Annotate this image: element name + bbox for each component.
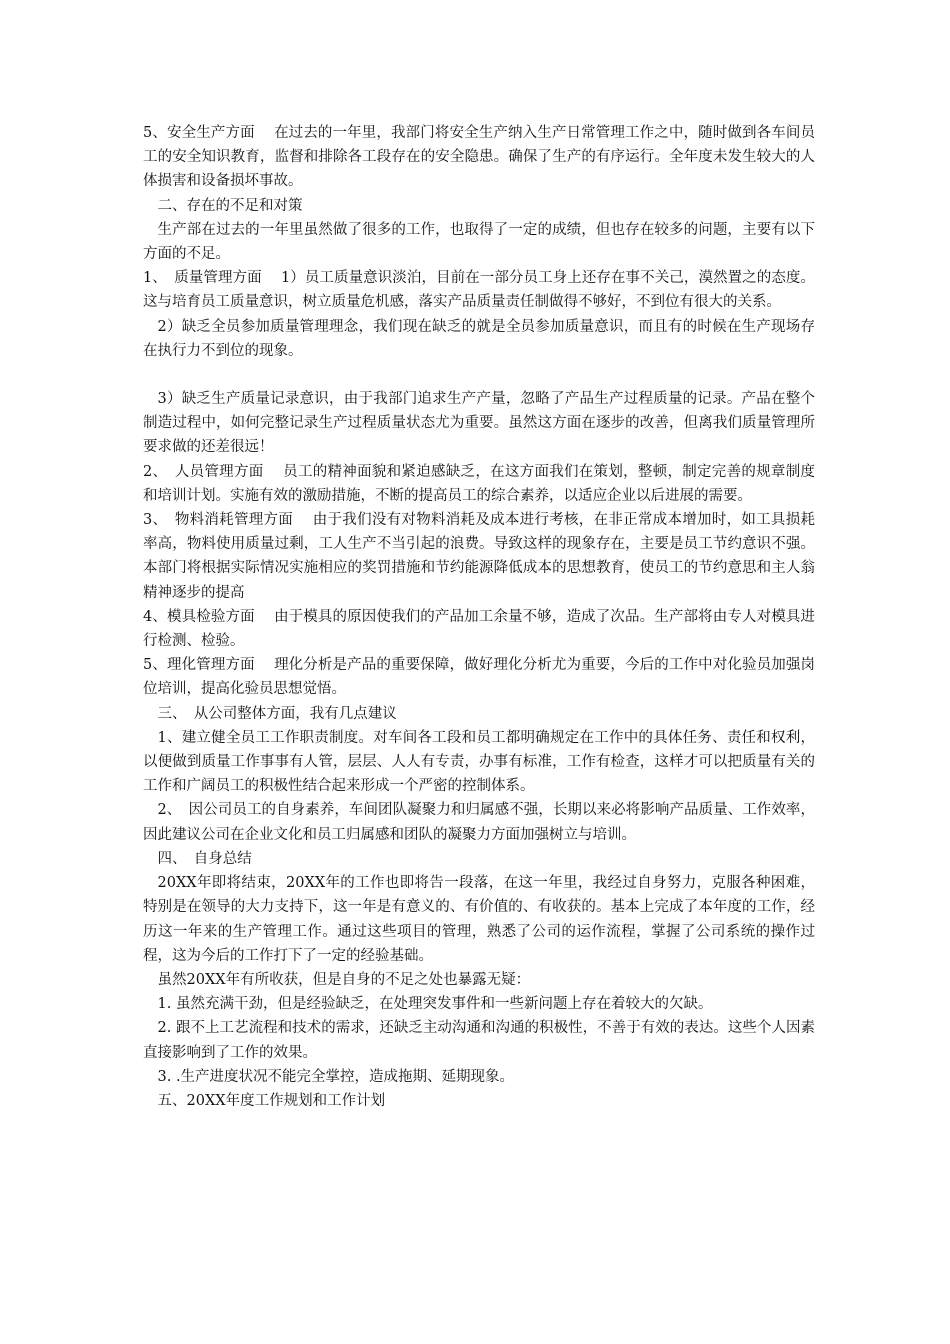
heading-work-plan: 五、20XX年度工作规划和工作计划	[157, 1092, 386, 1109]
paragraph-mold-inspection: 4、模具检验方面 由于模具的原因使我们的产品加工余量不够，造成了次品。生产部将由专人对模具进行检测、检验。	[143, 608, 815, 650]
paragraph-material-consumption: 3、 物料消耗管理方面 由于我们没有对物料消耗及成本进行考核，在非正常成本增加时，如工具损耗率高，物料使用质量过剩，工人生产不当引起的浪费。导致这样的现象存在，主要是员工节约意识不强。本部门将根据实际情况实施相应的奖罚措施和节约能源降低成本的思想教育，使员工的节约意思和主人翁精神逐步的提高	[143, 512, 815, 601]
list-item-1: 1. 虽然充满干劲，但是经验缺乏，在处理突发事件和一些新问题上存在着较大的欠缺。	[157, 996, 713, 1013]
paragraph-physicochemical-management: 5、理化管理方面 理化分析是产品的重要保障，做好理化分析尤为重要，今后的工作中对化验员加强岗位培训，提高化验员思想觉悟。	[143, 657, 815, 698]
paragraph-suggestion-2: 2、 因公司员工的自身素养，车间团队凝聚力和归属感不强，长期以来必将影响产品质量、工作效率，因此建议公司在企业文化和员工归属感和团队的凝聚力方面加强树立与培训。	[143, 802, 815, 843]
blank-line	[143, 363, 815, 387]
paragraph-safety-production: 5、安全生产方面 在过去的一年里，我部门将安全生产纳入生产日常管理工作之中，随时做到各车间员工的安全知识教育，监督和排除各工段存在的安全隐患。确保了生产的有序运行。全年度未发生较大的人体损害和设备损坏事故。	[143, 125, 815, 190]
document-page	[143, 121, 815, 1113]
heading-shortcomings: 二、存在的不足和对策	[157, 197, 303, 214]
heading-self-summary: 四、 自身总结	[157, 850, 252, 867]
list-item-3: 3. .生产进度状况不能完全掌控，造成拖期、延期现象。	[157, 1068, 515, 1085]
paragraph-shortcomings-lead: 虽然20XX年有所收获，但是自身的不足之处也暴露无疑：	[157, 971, 531, 988]
paragraph-quality-management: 1、 质量管理方面 1）员工质量意识淡泊，目前在一部分员工身上还存在事不关己，漠然置之的态度。这与培育员工质量意识，树立质量危机感，落实产品质量责任制做得不够好，不到位有很大的关系。	[143, 270, 815, 311]
paragraph-suggestion-1: 1、建立健全员工工作职责制度。对车间各工段和员工都明确规定在工作中的具体任务、责任和权利，以便做到质量工作事事有人管，层层、人人有专责，办事有标准，工作有检查，这样才可以把质量有关的工作和广阔员工的积极性结合起来形成一个严密的控制体系。	[143, 729, 815, 795]
paragraph-self-summary: 20XX年即将结束，20XX年的工作也即将告一段落，在这一年里，我经过自身努力，克服各种困难，特别是在领导的大力支持下，这一年是有意义的、有价值的、有收获的。基本上完成了本年度的工作，经历这一年来的生产管理工作。通过这些项目的管理，熟悉了公司的运作流程，掌握了公司系统的操作过程，这为今后的工作打下了一定的经验基础。	[143, 875, 815, 964]
list-item-2: 2. 跟不上工艺流程和技术的需求，还缺乏主动沟通和沟通的积极性，不善于有效的表达。这些个人因素直接影响到了工作的效果。	[143, 1020, 815, 1061]
paragraph-quality-concept: 2）缺乏全员参加质量管理理念，我们现在缺乏的就是全员参加质量意识，而且有的时候在生产现场存在执行力不到位的现象。	[143, 318, 815, 359]
heading-suggestions: 三、 从公司整体方面，我有几点建议	[157, 705, 397, 722]
paragraph-shortcomings-intro: 生产部在过去的一年里虽然做了很多的工作，也取得了一定的成绩，但也存在较多的问题，主要有以下方面的不足。	[143, 221, 815, 263]
paragraph-personnel-management: 2、 人员管理方面 员工的精神面貌和紧迫感缺乏，在这方面我们在策划，整顿，制定完善的规章制度和培训计划。实施有效的激励措施，不断的提高员工的综合素养，以适应企业以后进展的需要。	[143, 463, 815, 504]
paragraph-quality-record: 3）缺乏生产质量记录意识，由于我部门追求生产产量，忽略了产品生产过程质量的记录。产品在整个制造过程中，如何完整记录生产过程质量状态尤为重要。虽然这方面在逐步的改善，但离我们质量管理所要求做的还差很远！	[143, 391, 815, 456]
